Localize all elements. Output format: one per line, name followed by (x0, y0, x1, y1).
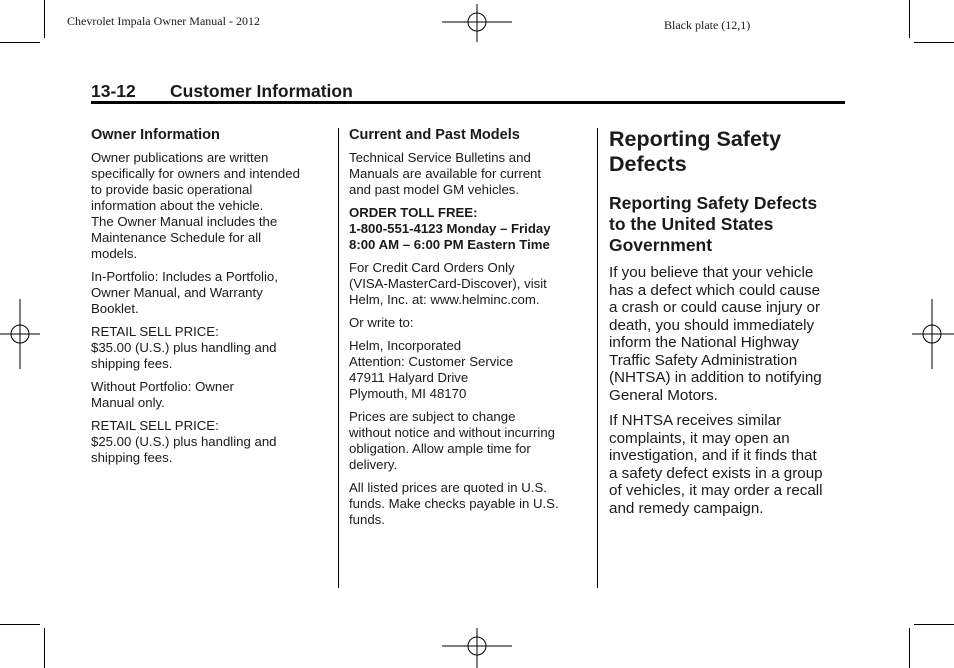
registration-mark-top-icon (440, 4, 514, 42)
crop-mark-top-right-v (909, 0, 910, 38)
section-title: Customer Information (170, 81, 353, 101)
reporting-safety-defects-title: Reporting Safety Defects (609, 127, 782, 176)
header-rule (91, 101, 845, 104)
column-reporting-safety-defects (609, 127, 849, 525)
crop-mark-top-right-h (914, 42, 954, 43)
owner-paragraph-1: Owner publications are written specifically for owners and intended to provide basic operational information about the vehicle. The Owner Manual includes the Maintenance Schedule for all models. (91, 150, 300, 261)
column-current-past-models (349, 127, 591, 535)
crop-mark-bottom-right-v (909, 628, 910, 668)
crop-mark-top-left-h (0, 42, 40, 43)
order-toll-free: ORDER TOLL FREE: 1-800-551-4123 Monday – Friday 8:00 AM – 6:00 PM Eastern Time (349, 205, 551, 252)
owner-paragraph-5: RETAIL SELL PRICE: $25.00 (U.S.) plus handling and shipping fees. (91, 418, 277, 465)
mailing-address: Helm, Incorporated Attention: Customer Service 47911 Halyard Drive Plymouth, MI 48170 (349, 338, 514, 401)
print-header-title: Chevrolet Impala Owner Manual - 2012 (67, 14, 260, 28)
registration-mark-bottom-icon (440, 628, 514, 668)
crop-mark-top-left-v (44, 0, 45, 38)
owner-information-heading: Owner Information (91, 127, 220, 143)
page-number: 13-12 (91, 81, 136, 101)
column-divider-2 (597, 128, 598, 588)
safety-paragraph-1: If you believe that your vehicle has a defect which could cause a crash or could cause injury or death, you should immediately inform the National Highway Traffic Safety Administration (NHTSA) in addition to notifying General Motors. (609, 264, 822, 404)
models-paragraph-2: For Credit Card Orders Only (VISA-MasterCard-Discover), visit Helm, Inc. at: www.helminc.com. (349, 260, 547, 307)
owner-paragraph-2: In-Portfolio: Includes a Portfolio, Owner Manual, and Warranty Booklet. (91, 269, 278, 316)
owner-paragraph-4: Without Portfolio: Owner Manual only. (91, 379, 234, 410)
models-paragraph-6: All listed prices are quoted in U.S. funds. Make checks payable in U.S. funds. (349, 480, 559, 527)
current-past-models-heading: Current and Past Models (349, 127, 520, 143)
models-paragraph-3: Or write to: (349, 315, 414, 330)
safety-paragraph-2: If NHTSA receives similar complaints, it may open an investigation, and if it finds that a safety defect exists in a group of vehicles, it may order a recall and remedy campaign. (609, 412, 823, 517)
column-owner-information (91, 127, 331, 473)
models-paragraph-5: Prices are subject to change without notice and without incurring obligation. Allow ample time for delivery. (349, 409, 555, 472)
owner-paragraph-3: RETAIL SELL PRICE: $35.00 (U.S.) plus handling and shipping fees. (91, 324, 277, 371)
reporting-safety-defects-subtitle: Reporting Safety Defects to the United States Government (609, 193, 818, 255)
registration-mark-right-icon (912, 297, 954, 371)
crop-mark-bottom-right-h (914, 624, 954, 625)
registration-mark-left-icon (0, 297, 40, 371)
crop-mark-bottom-left-h (0, 624, 40, 625)
crop-mark-bottom-left-v (44, 628, 45, 668)
models-paragraph-1: Technical Service Bulletins and Manuals are available for current and past model GM vehicles. (349, 150, 542, 197)
column-divider-1 (338, 128, 339, 588)
print-header-plate: Black plate (12,1) (664, 18, 751, 32)
